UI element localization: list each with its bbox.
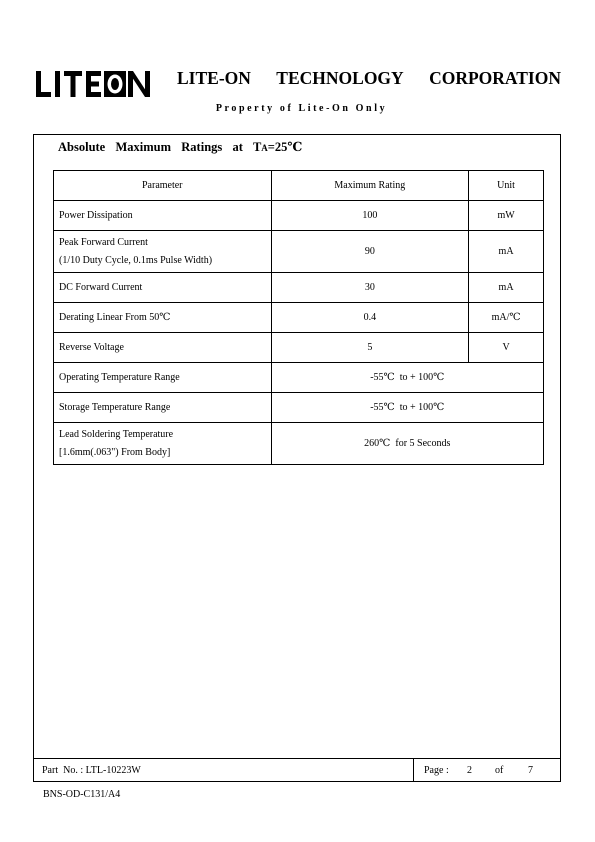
company-word: CORPORATION <box>429 68 561 88</box>
parameter-cell: DC Forward Current <box>54 273 272 303</box>
ratings-table <box>53 170 544 465</box>
header-parameter: Parameter <box>54 171 272 201</box>
unit-cell: mA <box>469 231 544 273</box>
rating-cell: 30 <box>271 273 469 303</box>
parameter-cell: Derating Linear From 50℃ <box>54 303 272 333</box>
parameter-cell <box>54 423 272 465</box>
parameter-cell: Operating Temperature Range <box>54 363 272 393</box>
parameter-label: Peak Forward Current <box>59 236 148 248</box>
table-row <box>54 201 544 231</box>
parameter-cell: Storage Temperature Range <box>54 393 272 423</box>
unit-cell: mW <box>469 201 544 231</box>
rating-cell: 100 <box>271 201 469 231</box>
rating-cell: -55℃ to + 100℃ <box>271 363 543 393</box>
unit-cell: mA/℃ <box>469 303 544 333</box>
table-row <box>54 333 544 363</box>
rating-cell: 90 <box>271 231 469 273</box>
document-number: BNS-OD-C131/A4 <box>43 789 121 800</box>
table-row <box>54 303 544 333</box>
property-notice: Property of Lite-On Only <box>215 103 388 114</box>
table-row <box>54 363 544 393</box>
rating-cell: 5 <box>271 333 469 363</box>
rating-cell: -55℃ to + 100℃ <box>271 393 543 423</box>
parameter-cell: Power Dissipation <box>54 201 272 231</box>
footer-divider <box>413 759 414 782</box>
section-title-suffix: =25℃ <box>267 140 303 154</box>
page-total: 7 <box>528 765 533 776</box>
page-current: 2 <box>467 765 472 776</box>
section-title <box>58 139 302 155</box>
liteon-logo <box>36 71 150 97</box>
parameter-cell: Reverse Voltage <box>54 333 272 363</box>
unit-cell: mA <box>469 273 544 303</box>
page-footer <box>33 758 561 782</box>
table-row <box>54 393 544 423</box>
table-row <box>54 423 544 465</box>
unit-cell: V <box>469 333 544 363</box>
parameter-note: [1.6mm(.063") From Body] <box>59 446 171 458</box>
company-name <box>177 68 561 89</box>
table-header-row <box>54 171 544 201</box>
section-title-subscript: A <box>261 143 268 153</box>
section-title-text: Absolute Maximum Ratings at T <box>58 140 262 154</box>
parameter-cell <box>54 231 272 273</box>
page-of: of <box>495 765 504 776</box>
header-rating: Maximum Rating <box>271 171 469 201</box>
table-row <box>54 273 544 303</box>
company-word: LITE-ON <box>177 68 251 88</box>
page-label: Page : <box>424 765 449 776</box>
table-row <box>54 231 544 273</box>
parameter-label: Lead Soldering Temperature <box>59 428 174 440</box>
header-unit: Unit <box>469 171 544 201</box>
rating-cell: 0.4 <box>271 303 469 333</box>
part-number: Part No. : LTL-10223W <box>42 765 141 776</box>
parameter-note: (1/10 Duty Cycle, 0.1ms Pulse Width) <box>59 254 213 266</box>
rating-cell: 260℃ for 5 Seconds <box>271 423 543 465</box>
company-word: TECHNOLOGY <box>276 68 404 88</box>
